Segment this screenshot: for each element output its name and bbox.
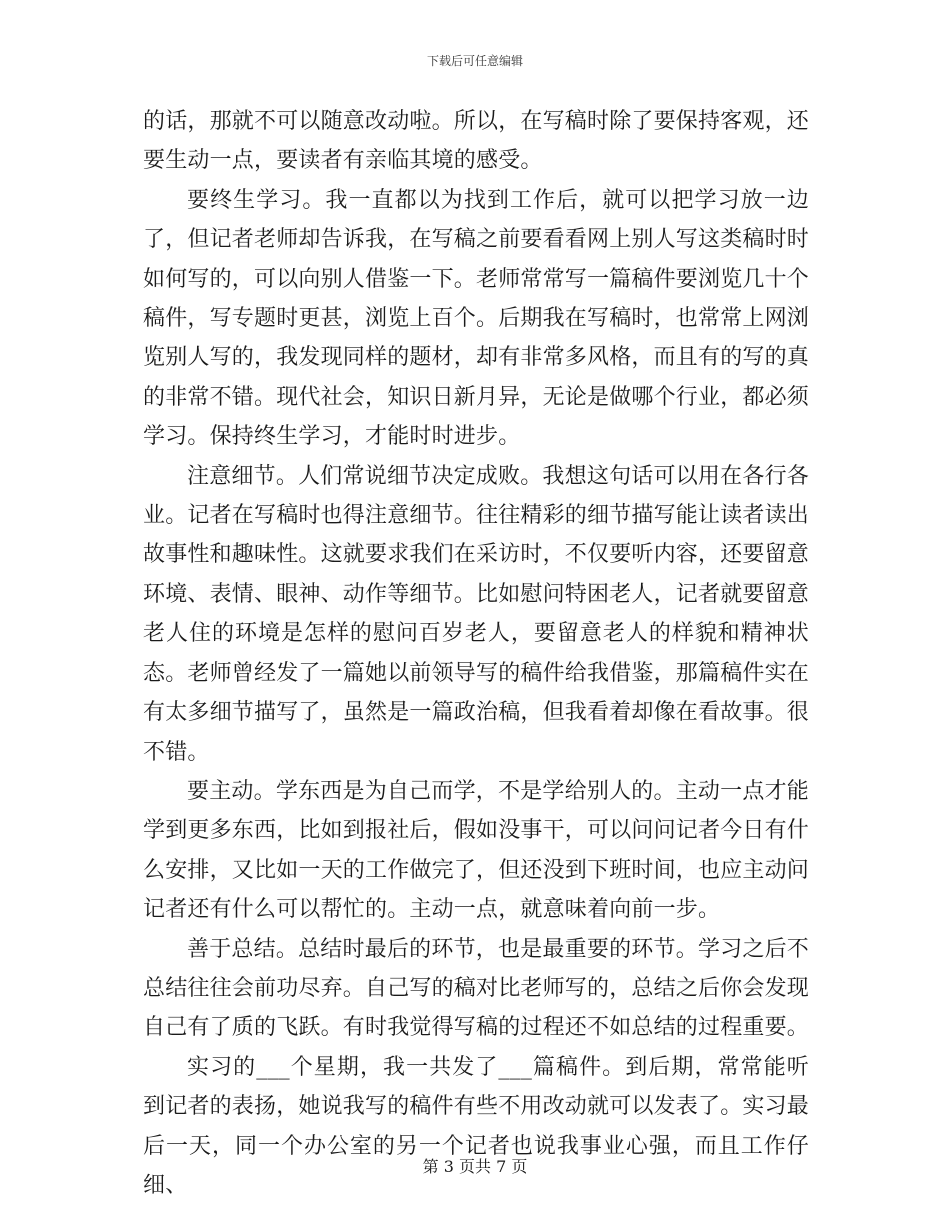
- paragraph-1: 的话，那就不可以随意改动啦。所以，在写稿时除了要保持客观，还要生动一点，要读者有亲临其境的感受。: [143, 109, 810, 174]
- paragraph-4: 要主动。学东西是为自己而学，不是学给别人的。主动一点才能学到更多东西，比如到报社后，假如没事干，可以问问记者今日有什么安排，又比如一天的工作做完了，但还没到下班时间，也应主动问记者还有什么可以帮忙的。主动一点，就意味着向前一步。: [143, 778, 810, 923]
- page-number: 第 3 页共 7 页: [422, 1157, 528, 1176]
- paragraph-3: 注意细节。人们常说细节决定成败。我想这句话可以用在各行各业。记者在写稿时也得注意细节。往往精彩的细节描写能让读者读出故事性和趣味性。这就要求我们在采访时，不仅要听内容，还要留意环境、表情、眼神、动作等细节。比如慰问特困老人，记者就要留意老人住的环境是怎样的慰问百岁老人，要留意老人的样貌和精神状态。老师曾经发了一篇她以前领导写的稿件给我借鉴，那篇稿件实在有太多细节描写了，虽然是一篇政治稿，但我看着却像在看故事。很不错。: [143, 463, 810, 765]
- page-header: 下载后可任意编辑: [426, 54, 523, 68]
- paragraph-6: 实习的___个星期，我一共发了___篇稿件。到后期，常常能听到记者的表扬，她说我写的稿件有些不用改动就可以发表了。实习最后一天，同一个办公室的另一个记者也说我事业心强，而且工作仔细、: [143, 1054, 810, 1198]
- document-body: [143, 102, 809, 1205]
- paragraph-5: 善于总结。总结时最后的环节，也是最重要的环节。学习之后不总结往往会前功尽弃。自己写的稿对比老师写的，总结之后你会发现自己有了质的飞跃。有时我觉得写稿的过程还不如总结的过程重要。: [143, 936, 810, 1041]
- paragraph-2: 要终生学习。我一直都以为找到工作后，就可以把学习放一边了，但记者老师却告诉我，在写稿之前要看看网上别人写这类稿时时如何写的，可以向别人借鉴一下。老师常常写一篇稿件要浏览几十个稿件，写专题时更甚，浏览上百个。后期我在写稿时，也常常上网浏览别人写的，我发现同样的题材，却有非常多风格，而且有的写的真的非常不错。现代社会，知识日新月异，无论是做哪个行业，都必须学习。保持终生学习，才能时时进步。: [143, 187, 810, 450]
